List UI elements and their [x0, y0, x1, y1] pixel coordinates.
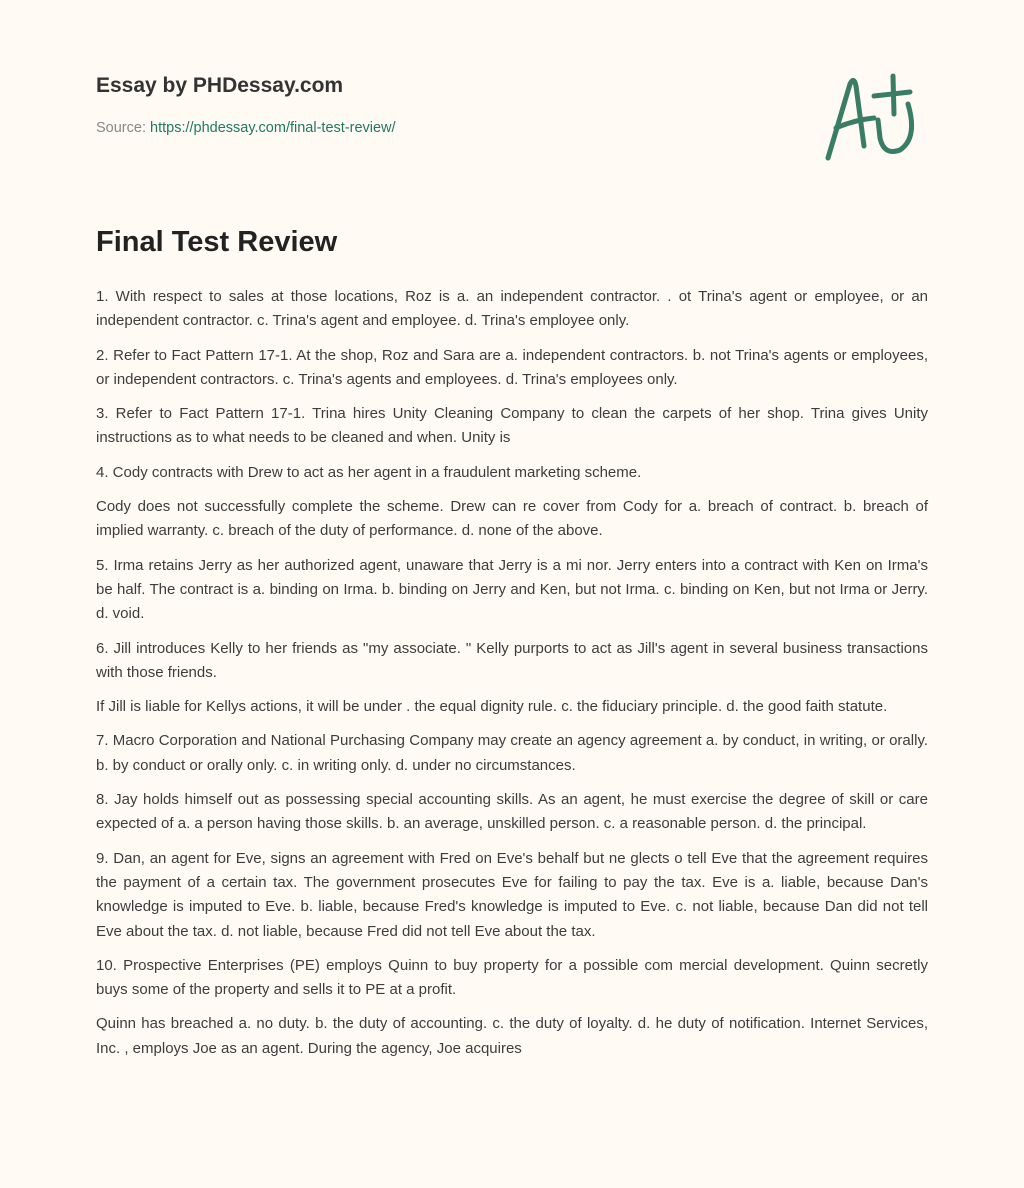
essay-body [96, 285, 928, 1071]
essay-header [96, 74, 928, 136]
paragraph: 8. Jay holds himself out as possessing special accounting skills. As an agent, he must exercise the degree of skill or care expected of a. a person having those skills. b. an average, unskilled person. c. a reasonable person. d. the principal. [96, 791, 928, 833]
paragraph: 5. Irma retains Jerry as her authorized agent, unaware that Jerry is a mi nor. Jerry enters into a contract with Ken on Irma's be half. The contract is a. binding on Irma. b. binding on Jerry and Ken, but not Irma. c. binding on Ken, but not Irma or Jerry. d. void. [96, 556, 928, 623]
paragraph: 6. Jill introduces Kelly to her friends as "my associate. " Kelly purports to act as Jill's agent in several business transactions with those friends. [96, 639, 928, 681]
paragraph: 1. With respect to sales at those locations, Roz is a. an independent contractor. . ot Trina's agent or employee, or an independent contractor. c. Trina's agent and employee. d. Trina's employee only. [96, 288, 928, 330]
paragraph: 4. Cody contracts with Drew to act as her agent in a fraudulent marketing scheme. [96, 463, 642, 481]
source-label: Source: [96, 120, 146, 136]
source-line [96, 120, 928, 136]
paragraph: 7. Macro Corporation and National Purchasing Company may create an agency agreement a. by conduct, in writing, or orally. b. by conduct or orally only. c. in writing only. d. under no circumstances. [96, 732, 928, 774]
paragraph: Quinn has breached a. no duty. b. the duty of accounting. c. the duty of loyalty. d. he duty of notification. Internet Services, Inc. , employs Joe as an agent. During the agency, Joe acquires [96, 1015, 928, 1057]
paragraph: 2. Refer to Fact Pattern 17-1. At the shop, Roz and Sara are a. independent contractors. b. not Trina's agents or employees, or independent contractors. c. Trina's agents and employees. d. Trina's employees only. [96, 346, 928, 388]
brand-title: Essay by PHDessay.com [96, 74, 344, 97]
paragraph: 9. Dan, an agent for Eve, signs an agreement with Fred on Eve's behalf but ne glects o tell Eve that the agreement requires the payment of a certain tax. The government prosecutes Eve for failing to pay the tax. Eve is a. liable, because Dan's knowledge is imputed to Eve. b. liable, because Fred's knowledge is imputed to Eve. c. not liable, because Dan did not tell Eve about the tax. d. not liable, because Fred did not tell Eve about the tax. [96, 849, 928, 940]
a-plus-logo-icon [818, 66, 928, 166]
source-link[interactable]: https://phdessay.com/final-test-review/ [150, 120, 396, 136]
paragraph: Cody does not successfully complete the scheme. Drew can re cover from Cody for a. breach of contract. b. breach of implied warranty. c. breach of the duty of performance. d. none of the above. [96, 498, 928, 540]
paragraph: 10. Prospective Enterprises (PE) employs Quinn to buy property for a possible com mercial development. Quinn secretly buys some of the property and sells it to PE at a profit. [96, 956, 928, 999]
paragraph: 3. Refer to Fact Pattern 17-1. Trina hires Unity Cleaning Company to clean the carpets of her shop. Trina gives Unity instructions as to what needs to be cleaned and when. Unity is [96, 405, 928, 447]
page-title: Final Test Review [96, 226, 338, 258]
paragraph: If Jill is liable for Kellys actions, it will be under . the equal dignity rule. c. the fiduciary principle. d. the good faith statute. [96, 698, 888, 716]
